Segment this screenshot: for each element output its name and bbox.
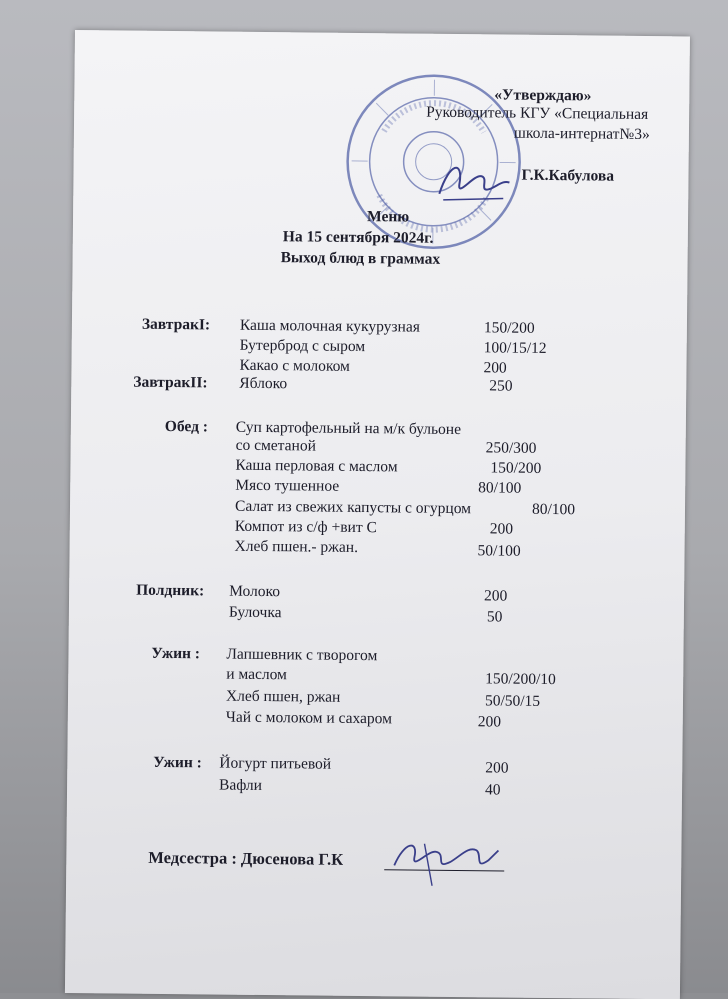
dish-qty: 80/100 bbox=[478, 479, 521, 497]
dish-name: Салат из свежих капусты с огурцом bbox=[235, 498, 471, 518]
approval-position: Руководитель КГУ «Специальная bbox=[426, 104, 648, 124]
dish-name: Какао с молоком bbox=[239, 357, 350, 376]
dish-name: Хлеб пшен, ржан bbox=[226, 688, 341, 707]
dish-qty: 50 bbox=[487, 608, 503, 626]
dish-name: Чай с молоком и сахаром bbox=[226, 709, 392, 729]
menu-subtitle: Выход блюд в граммах bbox=[281, 249, 441, 269]
dish-qty: 200 bbox=[484, 587, 507, 605]
dish-name: Каша перловая с маслом bbox=[235, 457, 397, 477]
dish-name: со сметаной bbox=[236, 437, 316, 456]
dish-qty: 150/200 bbox=[490, 459, 541, 478]
dish-qty: 200 bbox=[478, 713, 501, 731]
dish-name: Булочка bbox=[229, 604, 282, 623]
meal-label: Ужин : bbox=[153, 754, 202, 773]
approval-title: «Утверждаю» bbox=[494, 86, 591, 105]
dish-qty: 150/200 bbox=[484, 319, 535, 338]
dish-name: Каша молочная кукурузная bbox=[240, 317, 420, 337]
dish-qty: 40 bbox=[485, 781, 501, 799]
dish-qty: 150/200/10 bbox=[485, 670, 556, 689]
director-signature-icon bbox=[433, 154, 514, 210]
meal-label: Ужин : bbox=[151, 645, 200, 664]
dish-qty: 200 bbox=[485, 759, 508, 777]
dish-name: Бутерброд с сыром bbox=[240, 337, 366, 356]
dish-qty: 100/15/12 bbox=[484, 339, 547, 358]
approval-signer: Г.К.Кабулова bbox=[521, 167, 614, 186]
dish-qty: 50/100 bbox=[477, 542, 520, 560]
page-title: Меню bbox=[367, 208, 409, 226]
nurse-signature-icon bbox=[384, 835, 505, 891]
dish-name: Вафли bbox=[219, 777, 262, 795]
menu-document bbox=[65, 30, 690, 999]
dish-qty: 80/100 bbox=[532, 501, 575, 519]
dish-qty: 200 bbox=[490, 520, 513, 538]
menu-date: На 15 сентября 2024г. bbox=[283, 228, 434, 248]
dish-qty: 250/300 bbox=[486, 439, 537, 458]
dish-qty: 250 bbox=[489, 377, 512, 395]
meal-label: Полдник: bbox=[136, 582, 204, 601]
dish-qty: 200 bbox=[483, 359, 506, 377]
meal-label: ЗавтракI: bbox=[142, 316, 210, 335]
dish-name: Суп картофельный на м/к бульоне bbox=[236, 419, 461, 439]
dish-name: Мясо тушенное bbox=[235, 477, 339, 496]
dish-name: Молоко bbox=[229, 583, 280, 602]
dish-name: Компот из с/ф +вит С bbox=[235, 518, 377, 537]
dish-name: Хлеб пшен.- ржан. bbox=[235, 538, 359, 557]
dish-qty: 50/50/15 bbox=[485, 692, 540, 711]
dish-name: Йогурт питьевой bbox=[219, 755, 331, 774]
dish-name: Яблоко bbox=[239, 375, 287, 393]
meal-label: ЗавтракII: bbox=[133, 374, 207, 393]
dish-name: Лапшевник с творогом bbox=[226, 646, 377, 666]
dish-name: и маслом bbox=[226, 666, 287, 685]
approval-organization: школа-интернат№3» bbox=[514, 125, 650, 144]
meal-label: Обед : bbox=[165, 418, 208, 436]
nurse-signature-line: Медсестра : Дюсенова Г.К bbox=[148, 849, 343, 869]
